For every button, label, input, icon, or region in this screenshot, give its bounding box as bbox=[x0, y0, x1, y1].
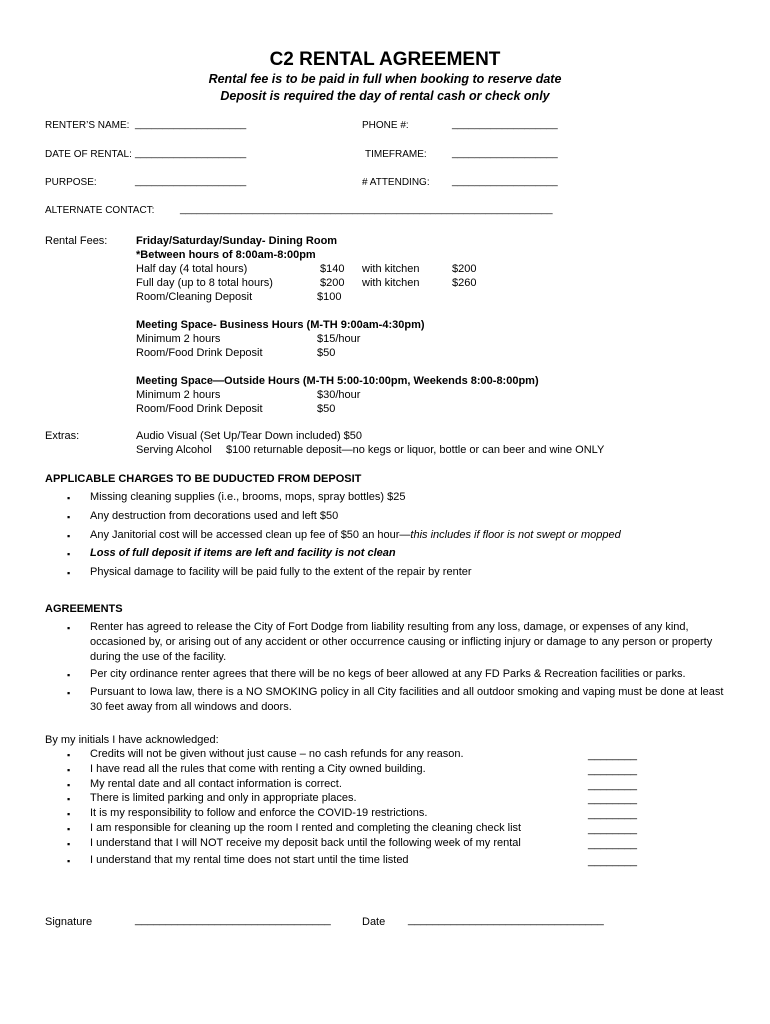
outside-hours-heading: Meeting Space—Outside Hours (M-TH 5:00-10:00pm, Weekends 8:00-8:00pm) bbox=[136, 375, 539, 387]
room-cleaning-deposit-label: Room/Cleaning Deposit bbox=[136, 291, 253, 303]
bullet: ▪ bbox=[67, 765, 71, 775]
bullet: ▪ bbox=[67, 750, 71, 760]
charge-item: Loss of full deposit if items are left and facility is not clean bbox=[90, 547, 396, 559]
bullet: ▪ bbox=[67, 824, 71, 834]
date-label: Date bbox=[362, 916, 386, 928]
bullet: ▪ bbox=[67, 839, 71, 849]
meeting-space-heading: Meeting Space- Business Hours (M-TH 9:00am-4:30pm) bbox=[136, 319, 425, 331]
charge-item: Any destruction from decorations used and left $50 bbox=[90, 510, 339, 522]
initials-blank[interactable]: ________ bbox=[588, 855, 637, 867]
agreement-item: Renter has agreed to release the City of Fort Dodge from liability resulting from any loss, damage, or expenses of any kind, occasioned by, or arising out of any accident or other occurrence causing or inflicting injury or damage to any person or property during the use of the facility. bbox=[90, 621, 713, 663]
agreement-item: Pursuant to Iowa law, there is a NO SMOKING policy in all City facilities and all outdoor smoking and vaping must be done at least 30 feet away from all windows and doors. bbox=[90, 686, 724, 713]
date-line[interactable]: ________________________________ bbox=[408, 914, 604, 926]
bullet: ▪ bbox=[67, 780, 71, 790]
initials-item: There is limited parking and only in appropriate places. bbox=[90, 792, 357, 804]
initials-item: My rental date and all contact information is correct. bbox=[90, 778, 342, 790]
alternate-contact-label: ALTERNATE CONTACT: bbox=[45, 205, 155, 216]
full-day-kitchen-price: $260 bbox=[452, 277, 477, 289]
room-cleaning-deposit-price: $100 bbox=[317, 291, 342, 303]
outside-deposit-price: $50 bbox=[317, 403, 336, 415]
initials-item: I have read all the rules that come with renting a City owned building. bbox=[90, 763, 426, 775]
half-day-label: Half day (4 total hours) bbox=[136, 263, 248, 275]
subtitle-deposit: Deposit is required the day of rental cash or check only bbox=[220, 89, 550, 103]
bullet: ▪ bbox=[67, 670, 71, 680]
initials-blank[interactable]: ________ bbox=[588, 838, 637, 850]
outside-rate: $30/hour bbox=[317, 389, 361, 401]
signature-line[interactable]: ________________________________ bbox=[135, 914, 331, 926]
initials-blank[interactable]: ________ bbox=[588, 808, 637, 820]
meeting-deposit-price: $50 bbox=[317, 347, 336, 359]
attending-label: # ATTENDING: bbox=[362, 177, 430, 188]
initials-intro: By my initials I have acknowledged: bbox=[45, 734, 219, 746]
extras-audio-visual: Audio Visual (Set Up/Tear Down included) $50 bbox=[136, 430, 363, 442]
initials-item: I am responsible for cleaning up the room I rented and completing the cleaning check list bbox=[90, 822, 522, 834]
initials-item: I understand that I will NOT receive my deposit back until the following week of my rental bbox=[90, 837, 521, 849]
signature-label: Signature bbox=[45, 916, 93, 928]
initials-item: I understand that my rental time does not start until the time listed bbox=[90, 854, 409, 866]
half-day-kitchen-price: $200 bbox=[452, 263, 477, 275]
renters-name-blank[interactable]: ____________________ bbox=[135, 119, 247, 130]
charge-item: Missing cleaning supplies (i.e., brooms, mops, spray bottles) $25 bbox=[90, 491, 406, 503]
full-day-kitchen-label: with kitchen bbox=[362, 277, 420, 289]
charge-item-text: Any Janitorial cost will be accessed clean up fee of $50 an hour— bbox=[90, 529, 411, 541]
initials-blank[interactable]: ________ bbox=[588, 779, 637, 791]
timeframe-blank[interactable]: ___________________ bbox=[452, 148, 558, 159]
initials-item: Credits will not be given without just cause – no cash refunds for any reason. bbox=[90, 748, 464, 760]
bullet: ▪ bbox=[67, 856, 71, 866]
date-of-rental-label: DATE OF RENTAL: bbox=[45, 149, 132, 160]
bullet: ▪ bbox=[67, 568, 71, 578]
initials-blank[interactable]: ________ bbox=[588, 823, 637, 835]
dining-room-heading: Friday/Saturday/Sunday- Dining Room bbox=[136, 235, 338, 247]
initials-blank[interactable]: ________ bbox=[588, 793, 637, 805]
bullet: ▪ bbox=[67, 794, 71, 804]
extras-serving-alcohol: Serving Alcohol bbox=[136, 444, 212, 456]
initials-item: It is my responsibility to follow and enforce the COVID-19 restrictions. bbox=[90, 807, 428, 819]
outside-deposit-label: Room/Food Drink Deposit bbox=[136, 403, 263, 415]
bullet: ▪ bbox=[67, 688, 71, 698]
bullet: ▪ bbox=[67, 623, 71, 633]
half-day-kitchen-label: with kitchen bbox=[362, 263, 420, 275]
charge-item: Physical damage to facility will be paid fully to the extent of the repair by renter bbox=[90, 566, 472, 578]
agreements-heading: AGREEMENTS bbox=[45, 603, 123, 615]
charges-heading: APPLICABLE CHARGES TO BE DUDUCTED FROM DEPOSIT bbox=[45, 473, 362, 485]
charge-item bbox=[90, 529, 621, 541]
date-of-rental-blank[interactable]: ____________________ bbox=[135, 148, 247, 159]
meeting-rate: $15/hour bbox=[317, 333, 361, 345]
meeting-deposit-label: Room/Food Drink Deposit bbox=[136, 347, 263, 359]
purpose-blank[interactable]: ____________________ bbox=[135, 176, 247, 187]
phone-label: PHONE #: bbox=[362, 120, 409, 131]
bullet: ▪ bbox=[67, 531, 71, 541]
full-day-label: Full day (up to 8 total hours) bbox=[136, 277, 273, 289]
rental-fees-label: Rental Fees: bbox=[45, 235, 108, 247]
timeframe-label: TIMEFRAME: bbox=[365, 149, 427, 160]
extras-label: Extras: bbox=[45, 430, 80, 442]
subtitle-payment: Rental fee is to be paid in full when booking to reserve date bbox=[208, 72, 562, 86]
attending-blank[interactable]: ___________________ bbox=[452, 176, 558, 187]
phone-blank[interactable]: ___________________ bbox=[452, 119, 558, 130]
bullet: ▪ bbox=[67, 512, 71, 522]
purpose-label: PURPOSE: bbox=[45, 177, 97, 188]
initials-blank[interactable]: ________ bbox=[588, 764, 637, 776]
page-title: C2 RENTAL AGREEMENT bbox=[269, 49, 501, 70]
bullet: ▪ bbox=[67, 809, 71, 819]
extras-serving-alcohol-detail: $100 returnable deposit—no kegs or liquor, bottle or can beer and wine ONLY bbox=[226, 444, 605, 456]
bullet: ▪ bbox=[67, 549, 71, 559]
meeting-minimum: Minimum 2 hours bbox=[136, 333, 221, 345]
alternate-contact-blank[interactable]: ___________________________________________________________________ bbox=[180, 204, 553, 215]
full-day-price: $200 bbox=[320, 277, 345, 289]
renters-name-label: RENTER’S NAME: bbox=[45, 120, 130, 131]
agreement-item: Per city ordinance renter agrees that there will be no kegs of beer allowed at any FD Parks & Recreation facilities or parks. bbox=[90, 668, 686, 680]
bullet: ▪ bbox=[67, 493, 71, 503]
initials-blank[interactable]: ________ bbox=[588, 749, 637, 761]
dining-room-hours: *Between hours of 8:00am-8:00pm bbox=[136, 249, 316, 261]
half-day-price: $140 bbox=[320, 263, 345, 275]
outside-minimum: Minimum 2 hours bbox=[136, 389, 221, 401]
charge-item-italic: this includes if floor is not swept or mopped bbox=[410, 529, 621, 541]
